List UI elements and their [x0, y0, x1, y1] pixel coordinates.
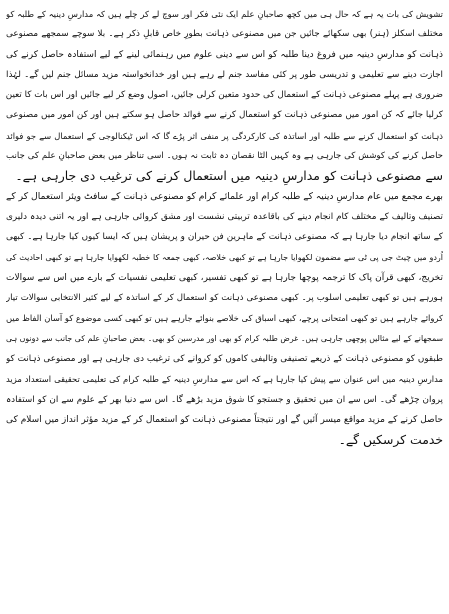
text-line: کرلیا جائے کہ کن امور میں مصنوعی ذہانت کو استعمال کرنے سے فوائد حاصل ہو سکتے ہیں اور کن امور میں مصنوعی — [6, 110, 443, 121]
text-line: مختلف اسکلز (ہنر) بھی سکھائے جائیں جن میں مصنوعی ذہانت بطورِ خاص قابلِ ذکر ہے۔ بلا سوچے سمجھے مصنوعی — [6, 29, 443, 40]
text-line: خدمت کرسکیں گے۔ — [338, 432, 443, 448]
text-line: بھرے مجمع میں عام مدارسِ دینیہ کے طلبہ کرام اور علمائے کرام کو مصنوعی ذہانت کے سافٹ ویئر استعمال کر کے — [6, 190, 443, 202]
text-line: طبقوں کو مصنوعی ذہانت کے ذریعے تصنیفی وتالیفی کاموں کو کروانے کی ترغیب دی جارہی ہے اور مصنوعی ذہانت کو — [6, 354, 443, 365]
text-line: تخریج، کبھی قرآن پاک کا ترجمہ پوچھا جارہا ہے تو کبھی تفسیر، کبھی تعلیمی نفسیات کے بارے میں اس سے سوالات — [6, 272, 443, 283]
text-line: اجازت دینے سے تعلیمی و تدریسی طور پر کئی مفاسد جنم لے رہے ہیں اور خدانخواستہ مزید مسائل جنم لیں گے۔ لہٰذا — [6, 69, 443, 80]
text-line: حاصل کرنے کے مزید مواقع میسر آئیں گے اور نتیجتاً مصنوعی ذہانت کو استعمال کر کے مزید مؤثر انداز میں اسلام کی — [6, 414, 443, 425]
text-line: ذہانت کو استعمال کرنے سے طلبہ اور اساتذہ کی کارکردگی پر منفی اثر پڑے گا کہ اس ٹیکنالوجی کے استعمال سے جو فوائد — [6, 130, 443, 141]
text-line: تصنیف وتالیف کے مختلف کام انجام دینے کی باقاعدہ تربیتی نشست اور مشق کروائی جارہی ہے اور یہ اتنی دیدہ دلیری — [6, 211, 443, 222]
text-line: ضروری ہے پہلے مصنوعی ذہانت کے استعمال کی حدود متعین کرلی جائیں، اصول وضع کر لیے جائیں اور اس بات کا تعین — [6, 90, 443, 101]
text-line: مدارسِ دینیہ میں اس عنوان سے پیش کیا جارہا ہے کہ اس سے مدارسِ دینیہ کے طلبہ کرام کی تعلیمی تحقیقی استعداد مزید — [6, 374, 443, 385]
text-line: حاصل کرنے کی کوشش کی جارہی ہے وہ کہیں الٹا نقصان دہ ثابت نہ ہوں۔ اسی تناظر میں بعض صاحبانِ علم کی جانب — [6, 151, 443, 162]
text-line: سے مصنوعی ذہانت کو مدارسِ دینیہ میں استعمال کرنے کی ترغیب دی جارہی ہے۔ — [15, 168, 443, 184]
paragraph-1 — [6, 4, 443, 187]
text-line: سمجھانے کے لیے مثالیں پوچھی جارہی ہیں۔ غرض طلبہ کرام کو بھی اور مدرسین کو بھی۔ بعض صاحبانِ علم کی جانب سے دونوں ہی — [6, 333, 443, 343]
text-line: تشویش کی بات یہ ہے کہ حال ہی میں کچھ صاحبانِ علم ایک نئی فکر اور سوچ لے کر چلے ہیں کہ مدارسِ دینیہ کے طلبہ کو — [6, 9, 443, 19]
paragraph-2 — [6, 187, 443, 451]
text-line: کروائے جارہے ہیں تو کبھی امتحانی پرچے، کبھی اسباق کی خلاصے بنوائے جارہے ہیں تو کبھی کسی موضوع کو آسان الفاظ میں — [6, 313, 443, 324]
text-line: ہورہے ہیں تو کبھی تعلیمی اسلوب پر۔ کبھی مصنوعی ذہانت کو استعمال کر کے اساتذہ کے لیے کثیر الانتخابی سوالات تیار — [6, 293, 443, 304]
text-line: پروان چڑھے گی۔ اس سے ان میں تحقیق و جستجو کا شوق مزید بڑھے گا۔ اس سے دنیا بھر کے علوم سے ان کو استفادہ — [6, 394, 443, 405]
text-line: کے ساتھ انجام دیا جارہا ہے کہ مصنوعی ذہانت کے ماہرین فن حیران و پریشان ہیں کہ ایسا کیوں کیا جارہا ہے۔ کبھی — [6, 232, 443, 243]
text-line: اُردو میں چیٹ جی پی ٹی سے مضمون لکھوایا جارہا ہے تو کبھی خلاصہ، کبھی جمعہ کا خطبہ لکھوایا جارہا ہے تو کبھی احادیث کی — [6, 252, 443, 262]
text-line: ذہانت کو مدارسِ دینیہ میں فروغ دینا طلبہ کو اس سے دینی علوم میں رہنمائی لینے کے لیے استفادہ حاصل کرنے کی — [6, 49, 443, 60]
